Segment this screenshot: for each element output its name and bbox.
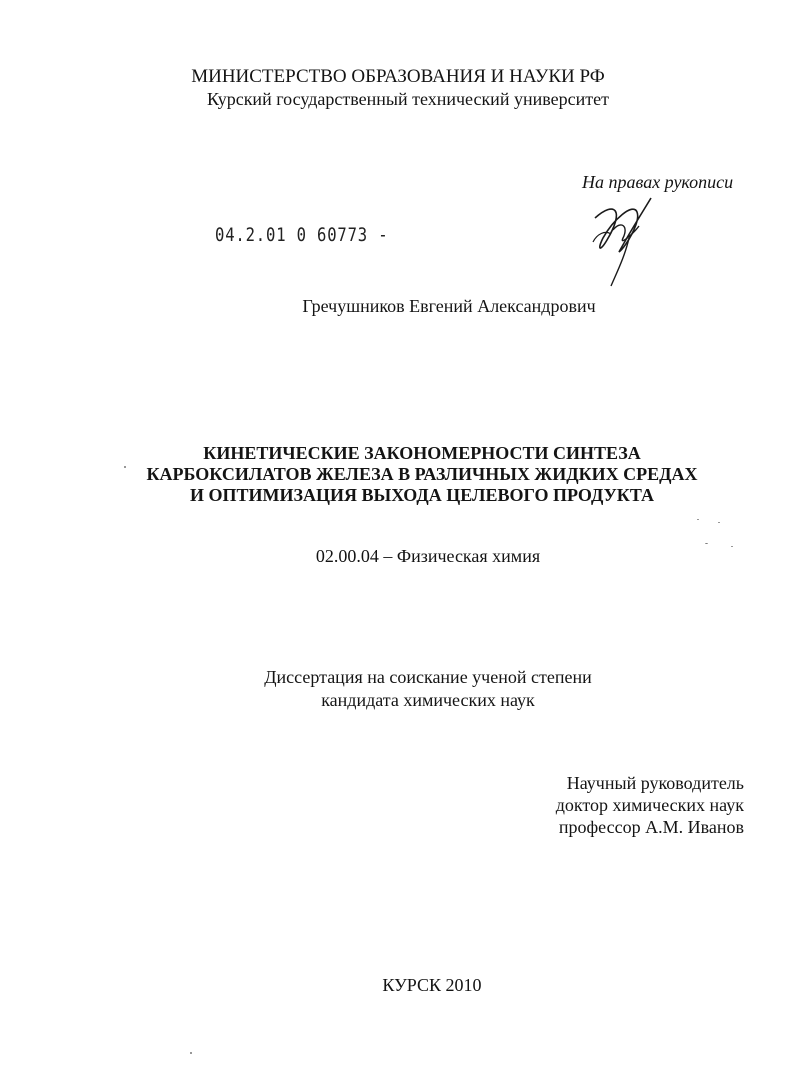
author-name: Гречушников Евгений Александрович (302, 296, 596, 316)
city-year: КУРСК 2010 (382, 975, 482, 995)
university-name: Курский государственный технический университет (207, 89, 609, 109)
degree-line-2: кандидата химических наук (321, 690, 535, 710)
scan-speck (190, 1052, 192, 1054)
scan-speck (697, 519, 699, 520)
specialty: 02.00.04 – Физическая химия (315, 546, 541, 566)
supervisor-line-1: Научный руководитель (566, 773, 744, 793)
ministry-heading: МИНИСТЕРСТВО ОБРАЗОВАНИЯ И НАУКИ РФ (191, 66, 605, 87)
scan-speck (718, 522, 720, 523)
title-line-1: КИНЕТИЧЕСКИЕ ЗАКОНОМЕРНОСТИ СИНТЕЗА (203, 443, 641, 463)
manuscript-note: На правах рукописи (582, 172, 734, 192)
title-line-3: И ОПТИМИЗАЦИЯ ВЫХОДА ЦЕЛЕВОГО ПРОДУКТА (190, 485, 654, 505)
scan-speck (705, 543, 708, 544)
archive-number-stamp: 04.2.01 0 60773 - (215, 224, 389, 246)
title-line-2: КАРБОКСИЛАТОВ ЖЕЛЕЗА В РАЗЛИЧНЫХ ЖИДКИХ СРЕДАХ (146, 464, 698, 484)
supervisor-line-3: профессор А.М. Иванов (558, 817, 744, 837)
degree-line-1: Диссертация на соискание ученой степени (264, 667, 592, 687)
scan-speck (124, 466, 126, 468)
signature-image (585, 190, 675, 290)
scan-speck (731, 546, 733, 547)
supervisor-line-2: доктор химических наук (555, 795, 744, 815)
